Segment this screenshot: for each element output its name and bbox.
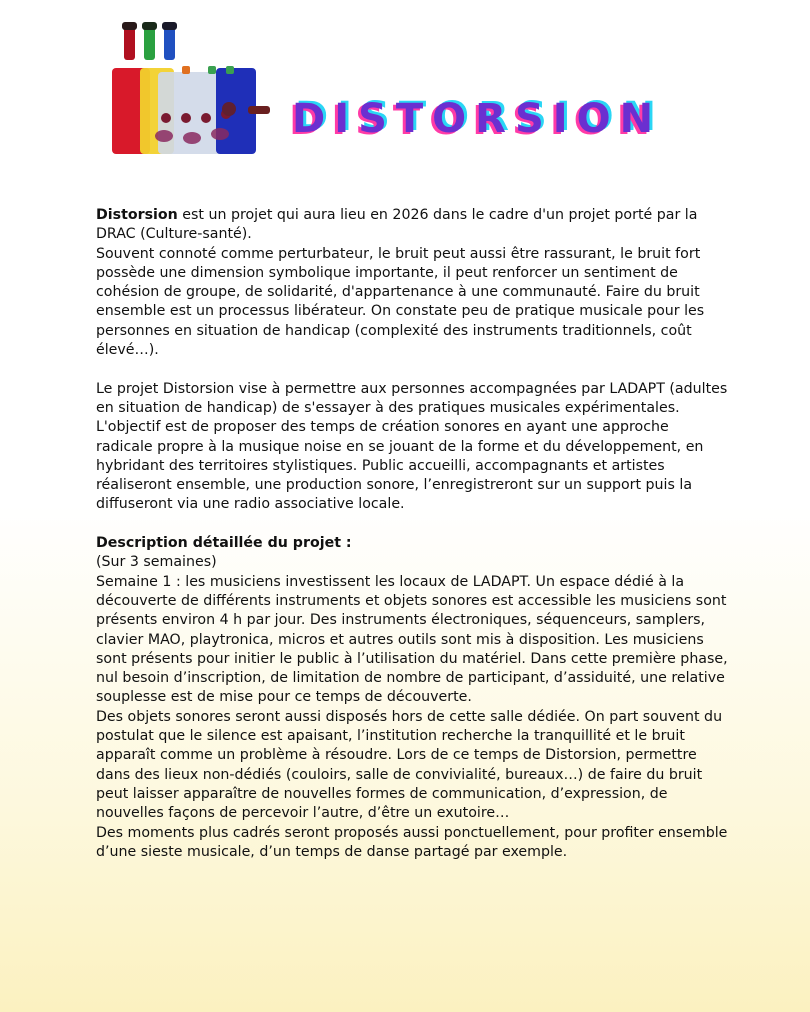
distorsion-wordmark: DISTORSION xyxy=(292,96,663,142)
description-week1: Semaine 1 : les musiciens investissent les locaux de LADAPT. Un espace dédié à la découverte de différents instruments et objets sonores est accessible les musiciens sont présents environ 4 h par jour. Des instruments électroniques, séquenceurs, samplers, clavier MAO, playtronica, micros et autres outils sont mis à disposition. Les musiciens sont présents pour initier le public à l’utilisation du matériel. Dans cette première phase, nul besoin d’inscription, de limitation de nombre de participant, d’assiduité, une relative souplesse est de mise pour ce temps de découverte. xyxy=(96,573,728,706)
project-paragraph: Le projet Distorsion vise à permettre aux personnes accompagnées par LADAPT (adultes en situation de handicap) de s'essayer à des pratiques musicales expérimentales. L'objectif est de proposer des temps de création sonores en ayant une approche radicale propre à la musique noise en se jouant de la forme et du développement, en hybridant des territoires stylistiques. Public accueilli, accompagnants et artistes réaliseront ensemble, une production sonore, l’enregistreront sur un support puis la diffuseront via une radio associative locale. xyxy=(96,380,728,513)
intro-line1: est un projet qui aura lieu en 2026 dans le cadre d'un projet porté par la DRAC (Culture-santé). xyxy=(96,207,698,243)
description-duration: (Sur 3 semaines) xyxy=(96,554,217,571)
intro-bold-lead: Distorsion xyxy=(96,207,178,223)
distortion-pedal-logo xyxy=(108,22,273,157)
main-content xyxy=(96,206,728,862)
description-heading: Description détaillée du projet : xyxy=(96,535,352,552)
description-objects: Des objets sonores seront aussi disposés hors de cette salle dédiée. On part souvent du postulat que le silence est apaisant, l’institution recherche la tranquillité et le bruit apparaît comme un problème à résoudre. Lors de ce temps de Distorsion, permettre dans des lieux non-dédiés (couloirs, salle de convivialité, bureaux…) de faire du bruit peut laisser apparaître de nouvelles formes de communication, d’expression, de nouvelles façons de percevoir l’autre, d’être un exutoire… xyxy=(96,708,723,822)
intro-paragraph xyxy=(96,206,728,245)
intro-line2: Souvent connoté comme perturbateur, le bruit peut aussi être rassurant, le bruit fort possède une dimension symbolique importante, il peut renforcer un sentiment de cohésion de groupe, de solidarité, d'appartenance à une communauté. Faire du bruit ensemble est un processus libérateur. On constate peu de pratique musicale pour les personnes en situation de handicap (complexité des instruments traditionnels, coût élevé…). xyxy=(96,245,705,359)
page-header xyxy=(0,0,810,170)
description-moments: Des moments plus cadrés seront proposés aussi ponctuellement, pour profiter ensemble d’une sieste musicale, d’un temps de danse partagé par exemple. xyxy=(96,824,728,860)
